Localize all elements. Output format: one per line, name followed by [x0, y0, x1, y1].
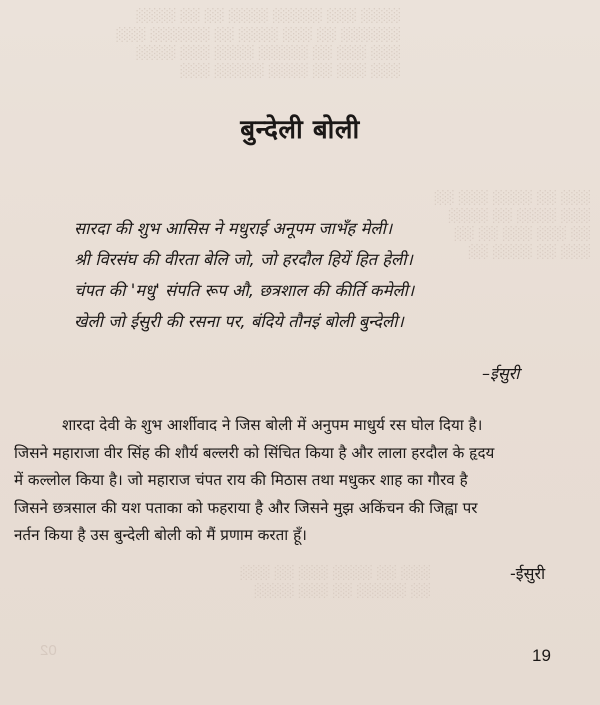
prose-signature: -ईसुरी — [510, 564, 546, 583]
page-title: बुन्देली बोली — [240, 115, 360, 145]
verse-line: चंपत की 'मधु' संपति रूप औ, छत्रशाल की कीर्ति कमेली। — [74, 281, 415, 300]
prose-block — [14, 412, 586, 550]
prose-line: शारदा देवी के शुभ आर्शीवाद ने जिस बोली में अनुपम माधुर्य रस घोल दिया है। — [62, 416, 483, 434]
prose-line: जिसने महाराजा वीर सिंह की शौर्य बल्लरी को सिंचित किया है और लाला हरदौल के हृदय — [14, 443, 495, 462]
reverse-side-bleed: ░░░░ ░░░ ░░░░░ ░░░░ ░░ ░░ ░░░░ ░░░░░░ ░░ ░░░ ░░░░ ░░ ░░░░░░ ░░░ ░░░ ░░░ ░░ ░░░░░ ░░░░ ░░░ ░░░░ ░░░ ░░░ ░░ ░░░░ ░░░░░ ░░░ — [115, 9, 400, 79]
prose-line: जिसने छत्रसाल की यश पताका को फहराया है और जिसने मुझ अकिंचन की जिह्वा पर — [14, 498, 478, 517]
verse-signature: –ईसुरी — [482, 364, 520, 383]
page-number: 19 — [532, 646, 551, 665]
verse-block — [74, 213, 554, 337]
prose-line: नर्तन किया है उस बुन्देली बोली को मैं प्रणाम करता हूँ। — [14, 526, 307, 544]
reverse-side-bleed-bottom: ░░░ ░░ ░░░░ ░░░ ░░ ░░░ ░░ ░░░░░ ░░ ░░░ ░░░░ — [239, 566, 430, 599]
verse-line: खेली जो ईसुरी की रसना पर, बंदिये तौनइं बोली बुन्देली। — [74, 312, 404, 331]
prose-line: में कल्लोल किया है। जो महाराज चंपत राय की मिठास तथा मधुकर शाह का गौरव है — [14, 471, 468, 489]
reverse-side-bleed-right: ░░░ ░░ ░░░░ ░░░ ░░ ░░░ ░░░░ ░░ ░░░░ ░░ ░░░ ░░░ ░░ ░░ ░░░ ░░ ░░░░ ░░ — [433, 191, 590, 260]
verse-line: सारदा की शुभ आसिस ने मधुराई अनूपम जाभँह मेली। — [74, 219, 393, 238]
reverse-page-number: 02 — [40, 642, 57, 659]
verse-line: श्री विरसंघ की वीरता बेलि जो, जो हरदौल हियें हित हेली। — [74, 250, 413, 269]
